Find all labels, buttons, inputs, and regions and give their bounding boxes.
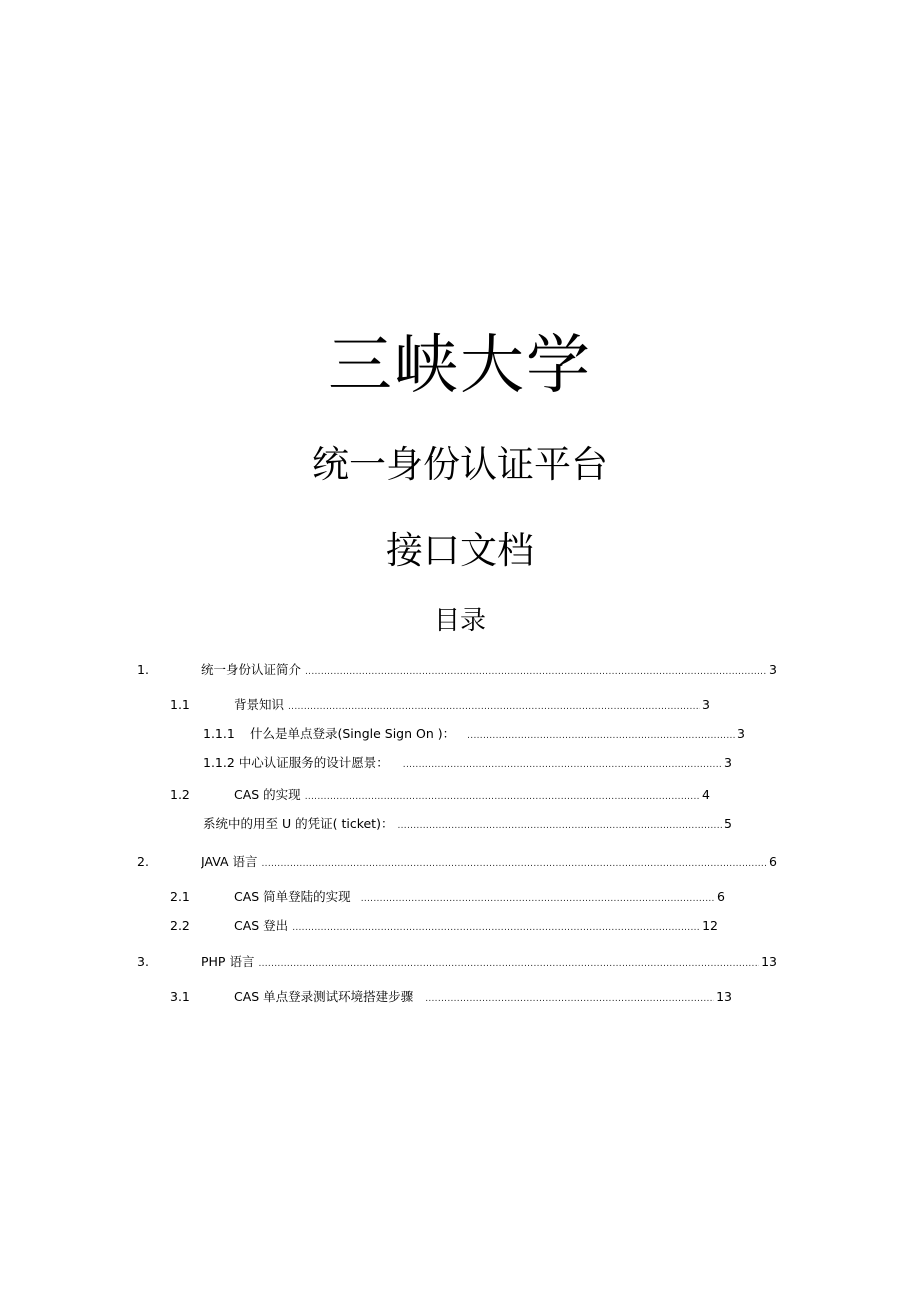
toc-leader-dots [262,855,768,873]
toc-entry[interactable] [0,853,920,871]
toc-leader-dots [467,727,735,745]
toc-entry-number: 1.1.1 [203,726,235,741]
toc-entry-number: 2. [137,854,149,869]
toc-entry-number: 3.1 [170,989,190,1004]
platform-subtitle: 统一身份认证平台 [312,443,608,486]
toc-entry[interactable] [0,786,920,804]
toc-entry-label: CAS 的实现 [234,787,301,802]
toc-entry[interactable] [0,661,920,679]
toc-entry-number: 1.1 [170,697,190,712]
toc-entry[interactable] [0,988,920,1006]
toc-entry[interactable] [0,725,920,743]
toc-entry-label: 什么是单点登录(Single Sign On )： [250,726,456,741]
toc-entry[interactable] [0,888,920,906]
toc-entry[interactable] [0,815,920,833]
toc-leader-dots [288,698,700,716]
toc-entry-number: 1.2 [170,787,190,802]
toc-entry[interactable] [0,953,920,971]
toc-heading: 目录 [433,606,486,636]
toc-leader-dots [361,890,715,908]
toc-entry-label: 背景知识 [234,697,285,712]
toc-entry-number: 3. [137,954,149,969]
toc-entry[interactable] [0,754,920,772]
toc-entry-label: 统一身份认证简介 [201,662,302,677]
toc-entry-label: 1.1.2 中心认证服务的设计愿景： [203,755,389,770]
toc-entry-label: CAS 简单登陆的实现 [234,889,351,904]
toc-leader-dots [397,817,722,835]
toc-entry-page: 3 [769,662,777,677]
document-type-title: 接口文档 [386,529,534,572]
toc-entry-number: 1. [137,662,149,677]
toc-entry-number: 2.2 [170,918,190,933]
toc-leader-dots [425,990,714,1008]
toc-entry[interactable] [0,696,920,714]
toc-entry-page: 13 [761,954,777,969]
toc-leader-dots [258,955,759,973]
toc-entry-page: 5 [724,816,732,831]
toc-entry[interactable] [0,917,920,935]
toc-leader-dots [403,756,722,774]
university-title: 三峡大学 [328,329,592,403]
toc-entry-page: 6 [717,889,725,904]
toc-entry-label: CAS 单点登录测试环境搭建步骤 [234,989,414,1004]
toc-entry-label: CAS 登出 [234,918,289,933]
toc-leader-dots [305,663,767,681]
toc-entry-page: 3 [737,726,745,741]
toc-entry-label: PHP 语言 [201,954,255,969]
toc-entry-page: 12 [702,918,718,933]
toc-entry-number: 2.1 [170,889,190,904]
toc-entry-page: 4 [702,787,710,802]
toc-entry-page: 6 [769,854,777,869]
toc-entry-page: 3 [724,755,732,770]
toc-leader-dots [292,919,700,937]
toc-entry-label: 系统中的用至 U 的凭证( ticket)： [203,816,394,831]
toc-entry-page: 3 [702,697,710,712]
toc-entry-label: JAVA 语言 [201,854,258,869]
toc-leader-dots [305,788,700,806]
toc-entry-page: 13 [716,989,732,1004]
